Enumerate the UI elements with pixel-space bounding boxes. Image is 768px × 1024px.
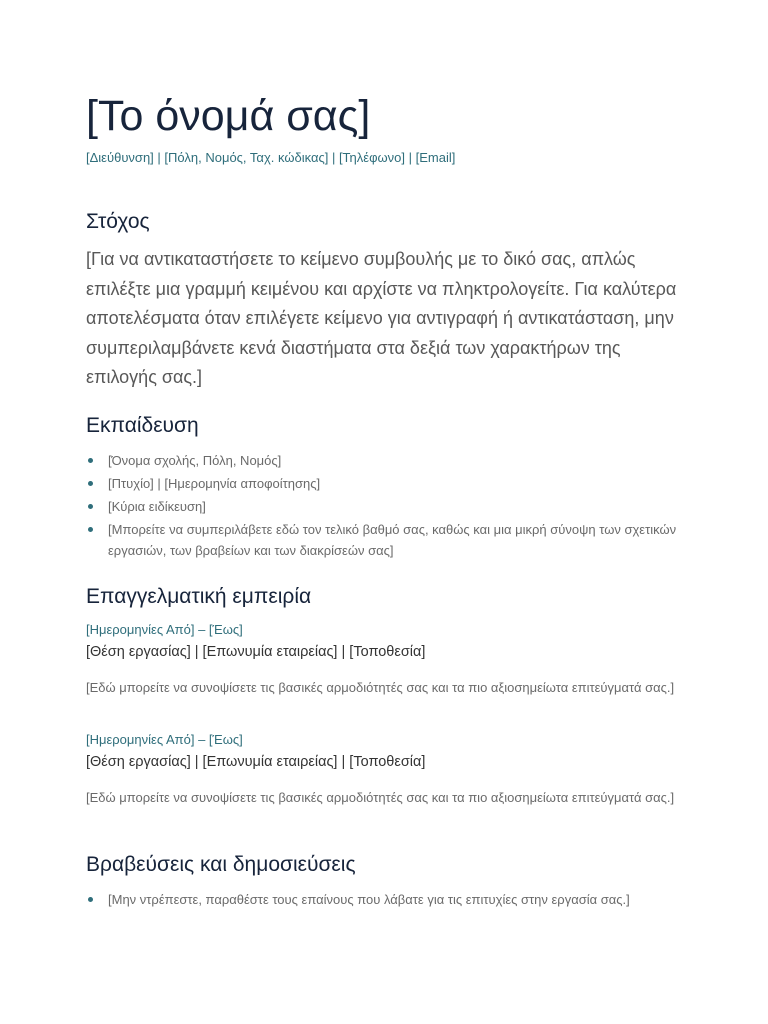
job-dates[interactable]: [Ημερομηνίες Από] – [Έως] [86,622,243,637]
candidate-name[interactable]: [Το όνομά σας] [86,92,371,140]
awards-item-text: [Μην ντρέπεστε, παραθέστε τους επαίνους που λάβατε για τις επιτυχίες στην εργασία σας.] [108,892,630,907]
bullet-icon [88,481,93,486]
experience-heading: Επαγγελματική εμπειρία [86,585,312,608]
bullet-icon [88,458,93,463]
job-title-line[interactable]: [Θέση εργασίας] | [Επωνυμία εταιρείας] | [Τοποθεσία] [86,754,426,770]
job-dates[interactable]: [Ημερομηνίες Από] – [Έως] [86,732,243,747]
education-item[interactable] [86,519,686,561]
objective-text[interactable]: [Για να αντικαταστήσετε το κείμενο συμβουλής με το δικό σας, απλώς επιλέξτε μια γραμμή κειμένου και αρχίστε να πληκτρολογείτε. Για καλύτερα αποτελέσματα όταν επιλέγετε κείμενο για αντιγραφή ή αντικατάσταση, μην συμπεριλαμβάνετε κενά διαστήματα στα δεξιά των χαρακτήρων της επιλογής σας.] [86,249,677,387]
job-title-line[interactable]: [Θέση εργασίας] | [Επωνυμία εταιρείας] | [Τοποθεσία] [86,644,426,660]
objective-heading: Στόχος [86,210,150,233]
job-description[interactable]: [Εδώ μπορείτε να συνοψίσετε τις βασικές αρμοδιότητές σας και τα πιο αξιοσημείωτα επιτεύγματά σας.] [86,790,675,805]
contact-info[interactable]: [Διεύθυνση] | [Πόλη, Νομός, Ταχ. κώδικας] | [Τηλέφωνο] | [Email] [86,150,456,165]
awards-list [86,889,686,910]
education-item-text: [Μπορείτε να συμπεριλάβετε εδώ τον τελικό βαθμό σας, καθώς και μια μικρή σύνοψη των σχετικών εργασιών, των βραβείων και των διακρίσεών σας] [108,522,677,558]
education-heading: Εκπαίδευση [86,414,199,437]
education-item[interactable] [86,496,686,517]
bullet-icon [88,897,93,902]
education-item[interactable] [86,473,686,494]
education-list [86,450,686,561]
education-item-text: [Κύρια ειδίκευση] [108,499,206,514]
education-item[interactable] [86,450,686,471]
bullet-icon [88,527,93,532]
education-item-text: [Όνομα σχολής, Πόλη, Νομός] [108,453,282,468]
education-item-text: [Πτυχίο] | [Ημερομηνία αποφοίτησης] [108,476,321,491]
job-description[interactable]: [Εδώ μπορείτε να συνοψίσετε τις βασικές αρμοδιότητές σας και τα πιο αξιοσημείωτα επιτεύγματά σας.] [86,680,675,695]
awards-item[interactable] [86,889,686,910]
bullet-icon [88,504,93,509]
awards-heading: Βραβεύσεις και δημοσιεύσεις [86,853,356,876]
